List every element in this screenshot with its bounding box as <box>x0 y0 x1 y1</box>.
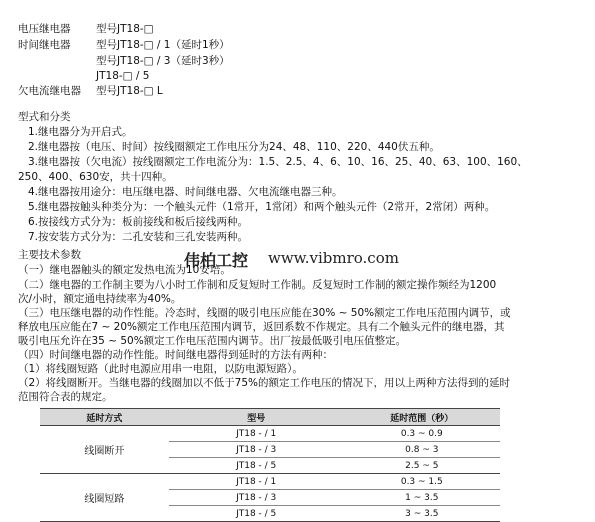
range-cell: 3 ~ 3.5 <box>344 506 500 522</box>
tech-line: （二）继电器的工作制主要为八小时工作制和反复短时工作制。反复短时工作制的额定操作频经为1200 <box>18 279 497 291</box>
column-header: 延时范围（秒） <box>344 409 500 426</box>
model-line <box>18 38 230 52</box>
model-spec: 型号JT18-□ <box>96 23 154 35</box>
model-cell: JT18 - / 5 <box>169 506 344 522</box>
range-cell: 1 ~ 3.5 <box>344 490 500 506</box>
delay-method-cell: 线圈短路 <box>40 474 169 522</box>
model-cell: JT18 - / 3 <box>169 442 344 458</box>
list-item: 6.按接线方式分为：板前接线和板后接线两种。 <box>28 216 249 228</box>
model-cell: JT18 - / 3 <box>169 490 344 506</box>
list-item: 3.继电器按（欠电流）按线圈额定工作电流分为：1.5、2.5、4、6、10、16、25、40、63、100、160、 <box>28 156 528 168</box>
list-item: 1.继电器分为开启式。 <box>28 126 133 138</box>
tech-line: （2）将线圈断开。当继电器的线圈加以不低于75%的额定工作电压的情况下，用以上两种方法得到的延时 <box>18 377 511 389</box>
model-label: 时间继电器 <box>18 39 71 51</box>
tech-line: 范围符合表的规定。 <box>18 391 113 403</box>
model-spec: 型号JT18-□ L <box>96 85 163 97</box>
range-cell: 2.5 ~ 5 <box>344 458 500 474</box>
model-line <box>18 84 163 98</box>
range-cell: 0.8 ~ 3 <box>344 442 500 458</box>
table-row <box>40 426 500 442</box>
delay-method-cell: 线圈断开 <box>40 426 169 474</box>
watermark-cn: 伟柏工控 <box>184 251 249 270</box>
table-header-row <box>40 409 500 426</box>
list-item: 5.继电器按触头种类分为：一个触头元件（1常开，1常闭）和两个触头元件（2常开，2常闭）两种。 <box>28 201 496 213</box>
watermark-url: www.vibmro.com <box>268 249 399 267</box>
model-label: 电压继电器 <box>18 23 71 35</box>
model-label: 欠电流继电器 <box>18 85 81 97</box>
tech-line: （1）将线圈短路（此时电源应用串一电阻，以防电源短路）。 <box>18 363 303 375</box>
column-header: 延时方式 <box>40 409 169 426</box>
model-spec: 型号JT18-□ / 1（延时1秒） <box>96 39 230 51</box>
model-spec: 型号JT18-□ / 3（延时3秒） <box>96 55 230 67</box>
section-heading: 型式和分类 <box>18 111 71 123</box>
model-cell: JT18 - / 1 <box>169 474 344 490</box>
model-line <box>18 22 154 36</box>
section-heading: 主要技术参数 <box>18 249 81 261</box>
range-cell: 0.3 ~ 0.9 <box>344 426 500 442</box>
delay-range-table <box>40 408 500 522</box>
tech-line: 次/小时，额定通电持续率为40%。 <box>18 293 182 305</box>
tech-line: 释放电压应能在7 ~ 20%额定工作电压范围内调节，返回系数不作规定。具有二个触头元件的继电器，其 <box>18 321 505 333</box>
model-line <box>18 69 149 83</box>
model-cell: JT18 - / 5 <box>169 458 344 474</box>
list-item: 4.继电器按用途分：电压继电器、时间继电器、欠电流继电器三种。 <box>28 186 343 198</box>
list-item: 2.继电器按（电压、时间）按线圈额定工作电压分为24、48、110、220、440伏五种。 <box>28 141 440 153</box>
tech-line: （四）时间继电器的动作性能。时间继电器得到延时的方法有两种： <box>18 349 333 361</box>
model-line <box>18 54 230 68</box>
list-item: 250、400、630安，共十四种。 <box>18 171 173 183</box>
model-spec: JT18-□ / 5 <box>96 70 150 82</box>
range-cell: 0.3 ~ 1.5 <box>344 474 500 490</box>
tech-line: （一）继电器触头的额定发热电流为10安培。 <box>18 264 231 276</box>
model-cell: JT18 - / 1 <box>169 426 344 442</box>
column-header: 型号 <box>169 409 344 426</box>
tech-line: （三）电压继电器的动作性能。冷态时，线圈的吸引电压应能在30% ~ 50%额定工作电压范围内调节，或 <box>18 307 511 319</box>
tech-line: 吸引电压允许在35 ~ 50%额定工作电压范围内调节。出厂按最低吸引电压值整定。 <box>18 335 407 347</box>
table-row <box>40 474 500 490</box>
list-item: 7.按安装方式分为：二孔安装和三孔安装两种。 <box>28 231 249 243</box>
